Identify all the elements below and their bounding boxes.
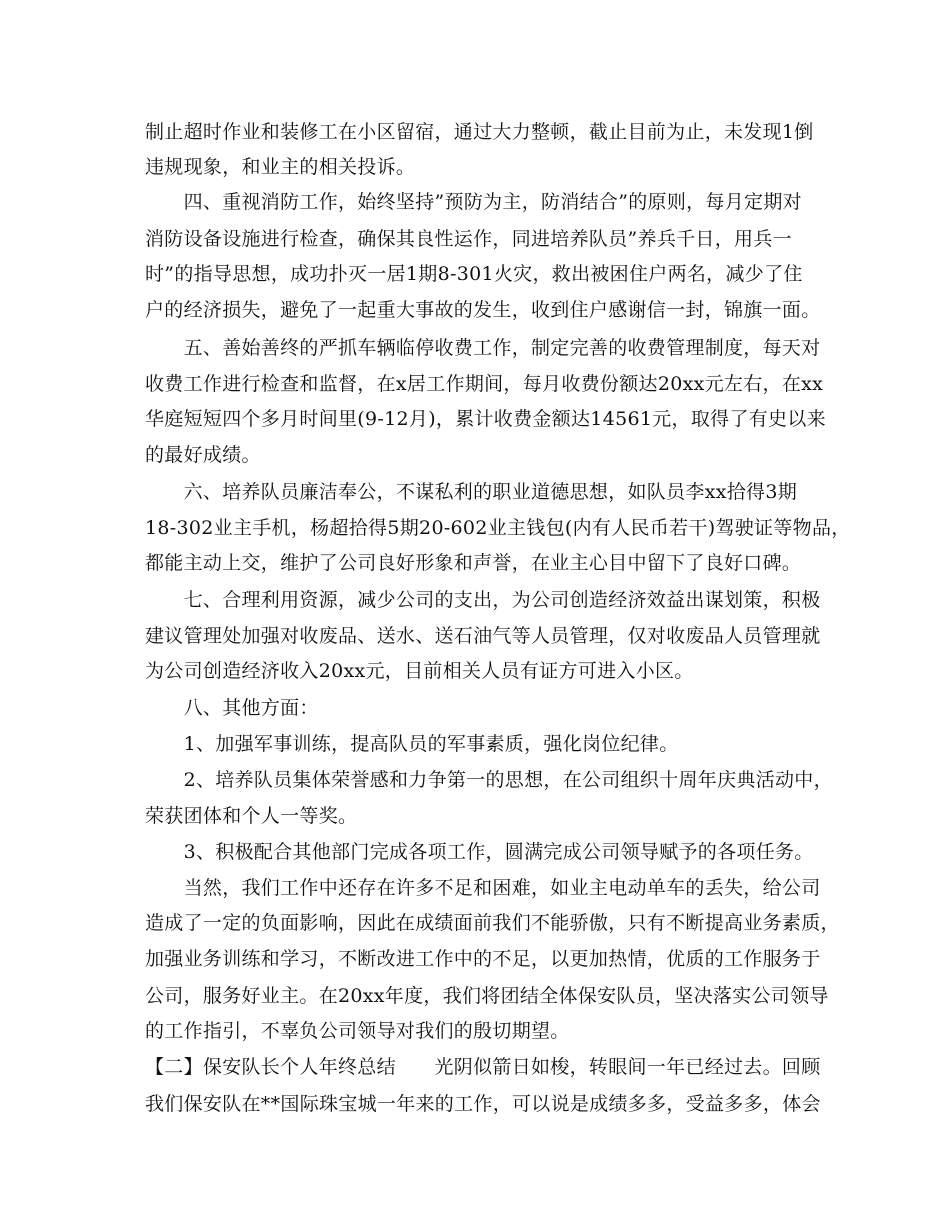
text-line: 违规现象，和业主的相关投诉。	[145, 156, 416, 178]
text-line: 2、培养队员集体荣誉感和力争第一的思想，在公司组织十周年庆典活动中，	[145, 769, 833, 791]
text-line: 都能主动上交，维护了公司良好形象和声誉，在业主心目中留下了良好口碑。	[145, 552, 802, 574]
text-line: 的最好成绩。	[145, 444, 261, 466]
section-heading-line: 【二】保安队长个人年终总结 光阴似箭日如梭，转眼间一年已经过去。回顾	[145, 1056, 821, 1078]
text-line: 八、其他方面：	[145, 697, 319, 719]
text-line: 当然，我们工作中还存在许多不足和困难，如业主电动单车的丢失，给公司	[145, 877, 821, 899]
text-line: 18-302业主手机，杨超拾得5期20-602业主钱包(内有人民币若干)驾驶证等物品，	[145, 517, 851, 539]
text-line: 的工作指引，不辜负公司领导对我们的殷切期望。	[145, 1020, 570, 1042]
text-line: 时”的指导思想，成功扑灭一居1期8-301火灾，救出被困住户两名，减少了住	[145, 263, 803, 285]
text-line: 制止超时作业和装修工在小区留宿，通过大力整顿，截止目前为止，未发现1倒	[145, 121, 814, 143]
text-line: 华庭短短四个多月时间里(9-12月)，累计收费金额达14561元，取得了有史以来	[145, 408, 826, 430]
text-line: 为公司创造经济收入20xx元，目前相关人员有证方可进入小区。	[145, 660, 694, 682]
text-line: 3、积极配合其他部门完成各项工作，圆满完成公司领导赋予的各项任务。	[145, 841, 814, 863]
text-line: 五、善始善终的严抓车辆临停收费工作，制定完善的收费管理制度，每天对	[145, 337, 821, 359]
text-line: 四、重视消防工作，始终坚持”预防为主，防消结合”的原则，每月定期对	[145, 191, 802, 213]
text-line: 六、培养队员廉洁奉公，不谋私利的职业道德思想，如队员李xx拾得3期	[145, 481, 798, 503]
text-line: 消防设备设施进行检查，确保其良性运作，同进培养队员”养兵千日，用兵一	[145, 228, 792, 250]
text-line: 户的经济损失，避免了一起重大事故的发生，收到住户感谢信一封，锦旗一面。	[145, 299, 821, 321]
text-line: 1、加强军事训练，提高队员的军事素质，强化岗位纪律。	[145, 733, 679, 755]
text-line: 荣获团体和个人一等奖。	[145, 805, 358, 827]
text-line: 我们保安队在**国际珠宝城一年来的工作，可以说是成绩多多，受益多多，体会	[145, 1093, 821, 1115]
text-line: 加强业务训练和学习，不断改进工作中的不足，以更加热情，优质的工作服务于	[145, 948, 821, 970]
text-line: 建议管理处加强对收废品、送水、送石油气等人员管理，仅对收废品人员管理就	[145, 625, 821, 647]
text-line: 公司，服务好业主。在20xx年度，我们将团结全体保安队员，坚决落实公司领导	[145, 985, 829, 1007]
text-line: 收费工作进行检查和监督，在x居工作期间，每月收费份额达20xx元左右，在xx	[145, 373, 824, 395]
text-line: 造成了一定的负面影响，因此在成绩面前我们不能骄傲，只有不断提高业务素质，	[145, 912, 840, 934]
text-line: 七、合理利用资源，减少公司的支出，为公司创造经济效益出谋划策，积极	[145, 589, 821, 611]
